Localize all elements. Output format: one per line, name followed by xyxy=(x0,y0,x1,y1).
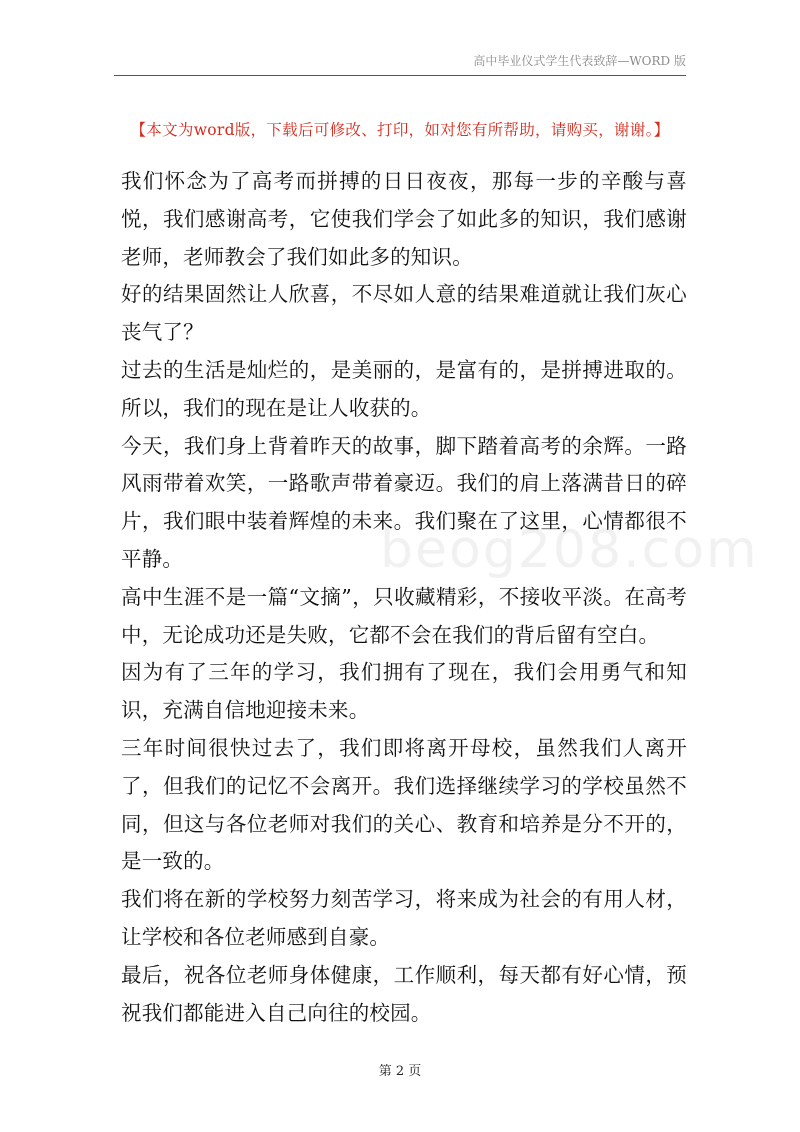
paragraph: 好的结果固然让人欣喜，不尽如人意的结果难道就让我们灰心丧气了？ xyxy=(121,282,687,345)
page-number: 第 2 页 xyxy=(378,1064,422,1079)
paragraph: 因为有了三年的学习，我们拥有了现在，我们会用勇气和知识，充满自信地迎接未来。 xyxy=(121,660,687,723)
paragraph: 过去的生活是灿烂的，是美丽的，是富有的，是拼搏进取的。所以，我们的现在是让人收获的。 xyxy=(121,357,687,420)
paragraph: 我们怀念为了高考而拼搏的日日夜夜，那每一步的辛酸与喜悦，我们感谢高考，它使我们学会了如此多的知识，我们感谢老师，老师教会了我们如此多的知识。 xyxy=(121,169,687,269)
paragraph: 我们将在新的学校努力刻苦学习，将来成为社会的有用人材，让学校和各位老师感到自豪。 xyxy=(121,887,687,949)
document-body xyxy=(121,163,687,1032)
watermark: beog208.com xyxy=(380,520,759,580)
paragraph: 高中生涯不是一篇“文摘”，只收藏精彩，不接收平淡。在高考中，无论成功还是失败，它都不会在我们的背后留有空白。 xyxy=(121,584,687,647)
paragraph: 今天，我们身上背着昨天的故事，脚下踏着高考的余辉。一路风雨带着欢笑，一路歌声带着豪迈。我们的肩上落满昔日的碎片，我们眼中装着辉煌的未来。我们聚在了这里，心情都很不平静。 xyxy=(121,433,687,571)
download-notice: 【本文为word版，下载后可修改、打印，如对您有所帮助，请购买，谢谢。】 xyxy=(130,121,670,139)
paragraph: 三年时间很快过去了，我们即将离开母校，虽然我们人离开了，但我们的记忆不会离开。我们选择继续学习的学校虽然不同，但这与各位老师对我们的关心、教育和培养是分不开的，是一致的。 xyxy=(121,735,687,874)
header-divider xyxy=(114,75,686,76)
paragraph: 最后，祝各位老师身体健康，工作顺利，每天都有好心情，预祝我们都能进入自己向往的校园。 xyxy=(121,962,687,1025)
page-header: 高中毕业仪式学生代表致辞—WORD 版 xyxy=(473,54,686,68)
